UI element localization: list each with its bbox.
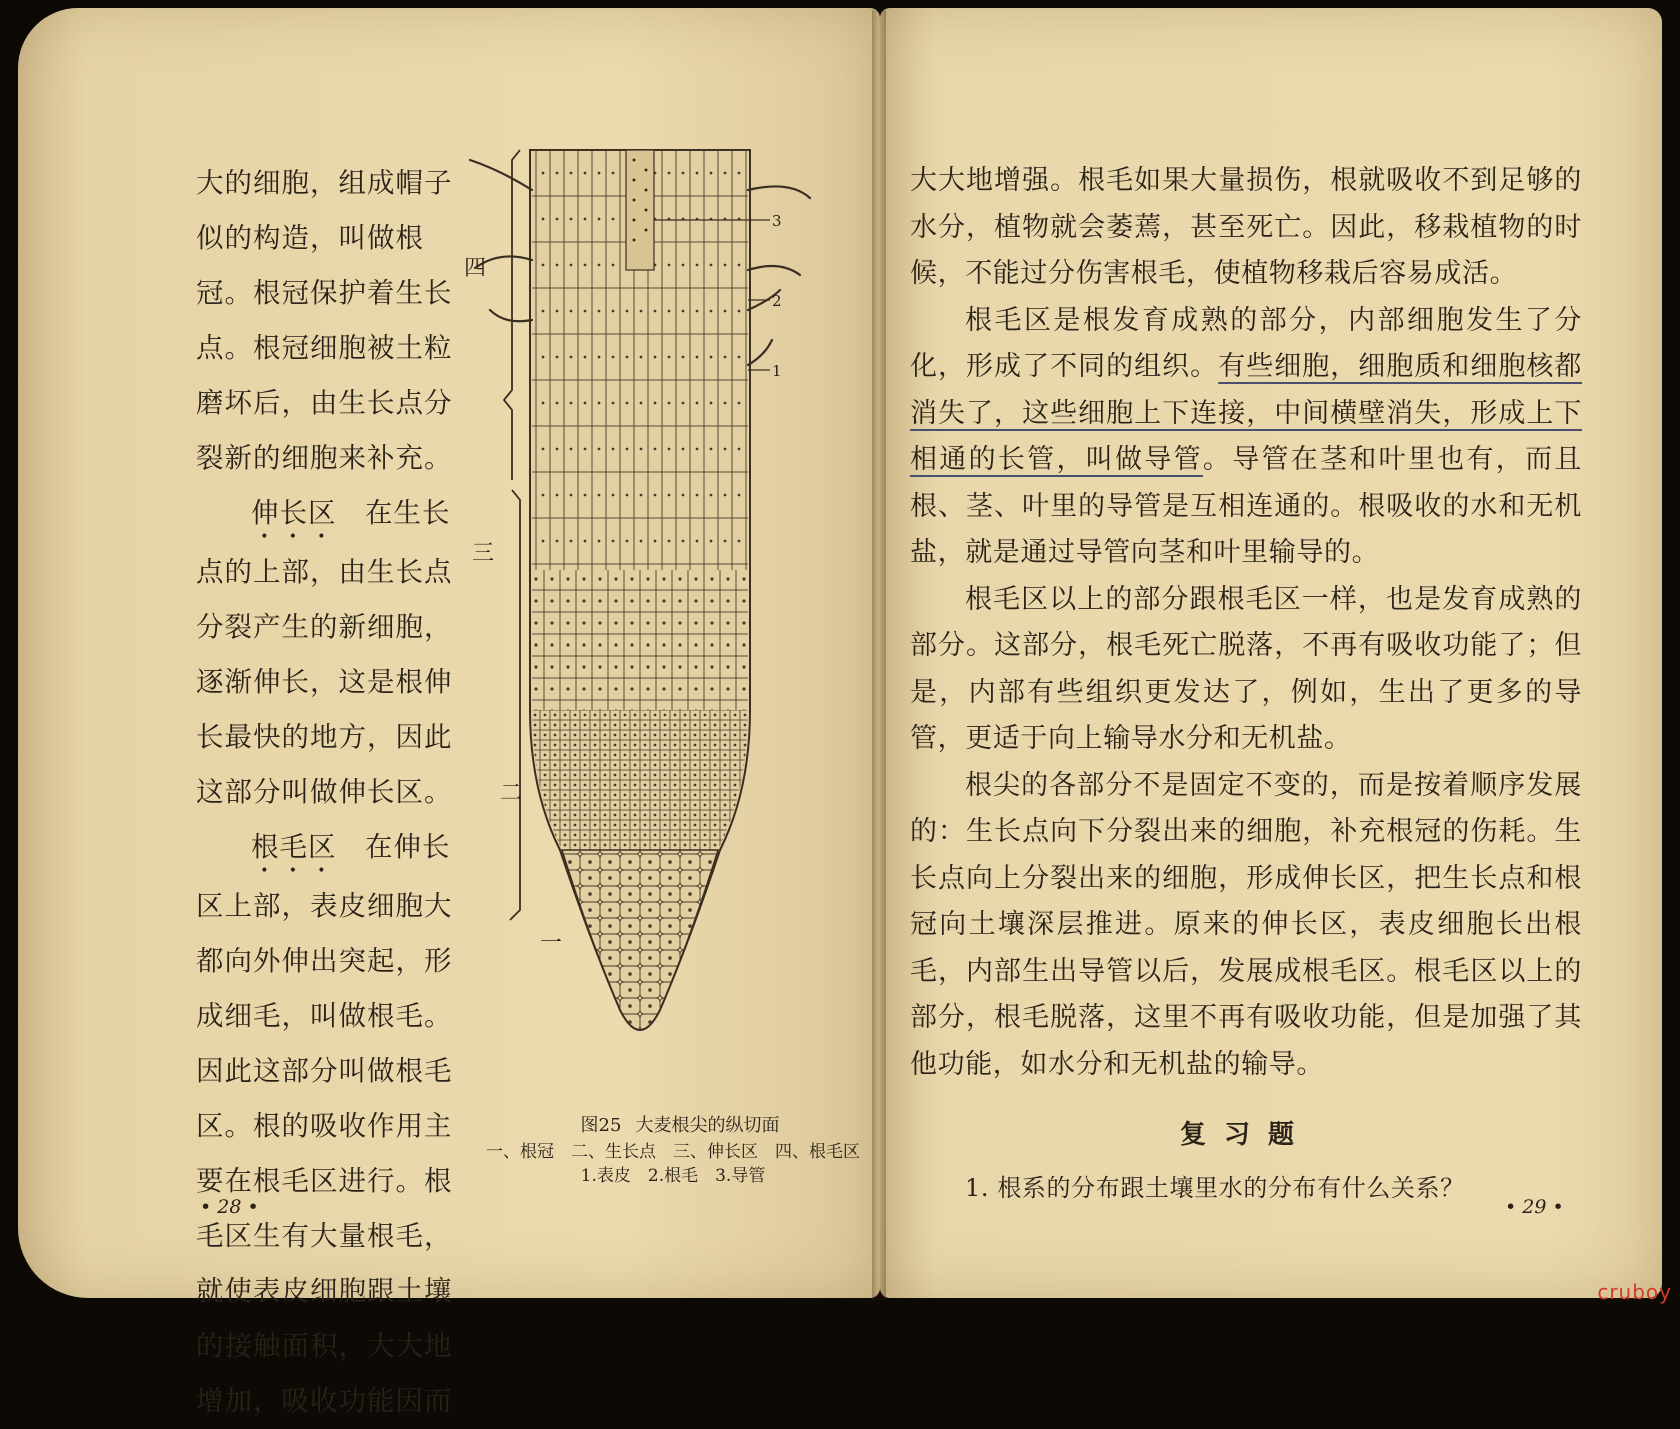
caption-title-line [448,1114,898,1138]
caption-legend-parts: 1.表皮 2.根毛 3.导管 [580,1166,766,1186]
caption-legend-zones: 一、根冠 二、生长点 三、伸长区 四、根毛区 [486,1142,860,1162]
caption-number: 图25 [580,1115,622,1136]
figure-caption [448,1114,898,1188]
p2-rest: 。导管在茎和叶里也有，而且根、茎、叶里的导管是互相连通的。根吸收的水和无机盐，就是通过导管向茎和叶里输导的。 [910,444,1582,568]
right-paragraph-1: 大大地增强。根毛如果大量损伤，根就吸收不到足够的水分，植物就会萎蔫，甚至死亡。因此，移栽植物的时候，不能过分伤害根毛，使植物移栽后容易成活。 [910,165,1582,289]
pointer-2: 2 [772,292,782,310]
right-paragraph-3: 根毛区以上的部分跟根毛区一样，也是发育成熟的部分。这部分，根毛死亡脱落，不再有吸收功能了；但是，内部有些组织更发达了，例如，生出了更多的导管，更适于向上输导水分和无机盐。 [910,583,1582,754]
root-hair-paragraph [196,820,464,1429]
pointer-3: 3 [772,212,782,230]
right-page-number: • 29 • [1505,1196,1564,1218]
pointer-1: 1 [772,362,782,380]
right-paragraph-2 [910,298,1582,577]
elongation-text: 在生长点的上部，由生长点分裂产生的新细胞，逐渐伸长，这是根伸长最快的地方，因此这部分叫做伸长区。 [196,497,453,808]
left-text-column [196,156,464,1429]
label-two: 二 [500,781,523,806]
review-title: 复习题 [1179,1120,1312,1150]
elongation-term: 伸长区 [251,497,337,529]
label-four: 四 [464,256,487,281]
elongation-paragraph [196,486,464,820]
left-page-number: • 28 • [200,1196,259,1218]
root-hair-text: 在伸长区上部，表皮细胞大都向外伸出突起，形成细毛，叫做根毛。因此这部分叫做根毛区。根的吸收作用主要在根毛区进行。根毛区生有大量根毛，就使表皮细胞跟土壤的接触面积，大大地增加，吸收功能因而 [196,831,453,1417]
scanner-watermark: cruboy [1597,1280,1672,1304]
p2-intro: 根毛区是根发育成熟的部分，内部细胞发生了分化，形成了不同的组织。 [910,304,1582,382]
right-text-column [910,158,1582,1211]
root-hair-term: 根毛区 [251,831,337,863]
label-three: 三 [472,541,495,566]
root-tip-illustration [464,150,880,1110]
review-question-1: 1. 根系的分布跟土壤里水的分布有什么关系？ [965,1173,1465,1202]
caption-title: 大麦根尖的纵切面 [635,1115,780,1136]
label-one: 一 [540,931,563,956]
p2-underlined-passage: 有些细胞，细胞质和细胞核都消失了，这些细胞上下连接，中间横壁消失，形成上下相通的长管，叫做导管 [910,351,1582,475]
right-paragraph-4: 根尖的各部分不是固定不变的，而是按着顺序发展的：生长点向下分裂出来的细胞，补充根冠的伤耗。生长点向上分裂出来的细胞，形成伸长区，把生长点和根冠向土壤深层推进。原来的伸长区，表皮细胞长出根毛，内部生出导管以后，发展成根毛区。根毛区以上的部分，根毛脱落，这里不再有吸收功能，但是加强了其他功能，如水分和无机盐的输导。 [910,769,1582,1080]
root-cap-paragraph: 大的细胞，组成帽子似的构造，叫做根冠。根冠保护着生长点。根冠细胞被土粒磨坏后，由生长点分裂新的细胞来补充。 [196,167,453,474]
